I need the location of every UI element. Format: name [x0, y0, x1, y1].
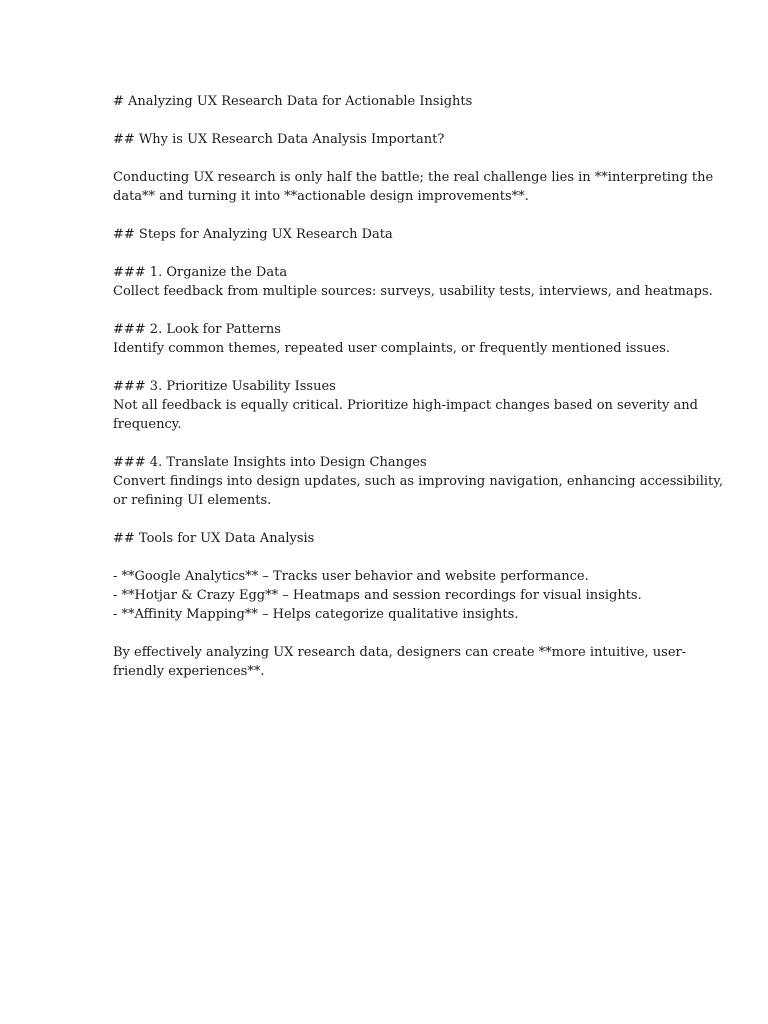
- step-2-text: Identify common themes, repeated user complaints, or frequently mentioned issues.: [113, 341, 671, 356]
- list-item: - **Hotjar & Crazy Egg** – Heatmaps and session recordings for visual insights.: [113, 588, 642, 603]
- step-3-text: Not all feedback is equally critical. Prioritize high-impact changes based on severity and: [113, 398, 698, 413]
- document-title: [113, 92, 663, 111]
- step-2-heading: ### 2. Look for Patterns: [113, 322, 281, 337]
- step-3-block: [113, 377, 698, 434]
- closing-line: By effectively analyzing UX research data, designers can create **more intuitive, user-: [113, 645, 687, 660]
- section-steps-line: ## Steps for Analyzing UX Research Data: [113, 227, 393, 242]
- title-line: # Analyzing UX Research Data for Actionable Insights: [113, 94, 473, 109]
- step-1-heading: ### 1. Organize the Data: [113, 265, 288, 280]
- closing-paragraph: [113, 643, 687, 681]
- step-4-heading: ### 4. Translate Insights into Design Changes: [113, 455, 427, 470]
- section-why-line: ## Why is UX Research Data Analysis Important?: [113, 132, 445, 147]
- step-2-block: [113, 320, 671, 358]
- intro-line: data** and turning it into **actionable design improvements**.: [113, 189, 529, 204]
- intro-line: Conducting UX research is only half the battle; the real challenge lies in **interpreting the: [113, 170, 714, 185]
- list-item: - **Google Analytics** – Tracks user behavior and website performance.: [113, 569, 589, 584]
- step-4-block: [113, 453, 723, 510]
- section-heading-steps: [113, 225, 663, 244]
- tools-list: [113, 567, 663, 624]
- section-heading-why: [113, 130, 663, 149]
- section-tools-line: ## Tools for UX Data Analysis: [113, 531, 315, 546]
- document-body: [113, 92, 723, 700]
- step-1-text: Collect feedback from multiple sources: surveys, usability tests, interviews, and heatmaps.: [113, 284, 713, 299]
- section-heading-tools: [113, 529, 663, 548]
- step-1-block: [113, 263, 713, 301]
- step-3-text: frequency.: [113, 417, 182, 432]
- step-4-text: Convert findings into design updates, such as improving navigation, enhancing accessibility,: [113, 474, 723, 489]
- list-item: - **Affinity Mapping** – Helps categorize qualitative insights.: [113, 607, 519, 622]
- intro-paragraph: [113, 168, 714, 206]
- step-4-text: or refining UI elements.: [113, 493, 272, 508]
- closing-line: friendly experiences**.: [113, 664, 265, 679]
- step-3-heading: ### 3. Prioritize Usability Issues: [113, 379, 336, 394]
